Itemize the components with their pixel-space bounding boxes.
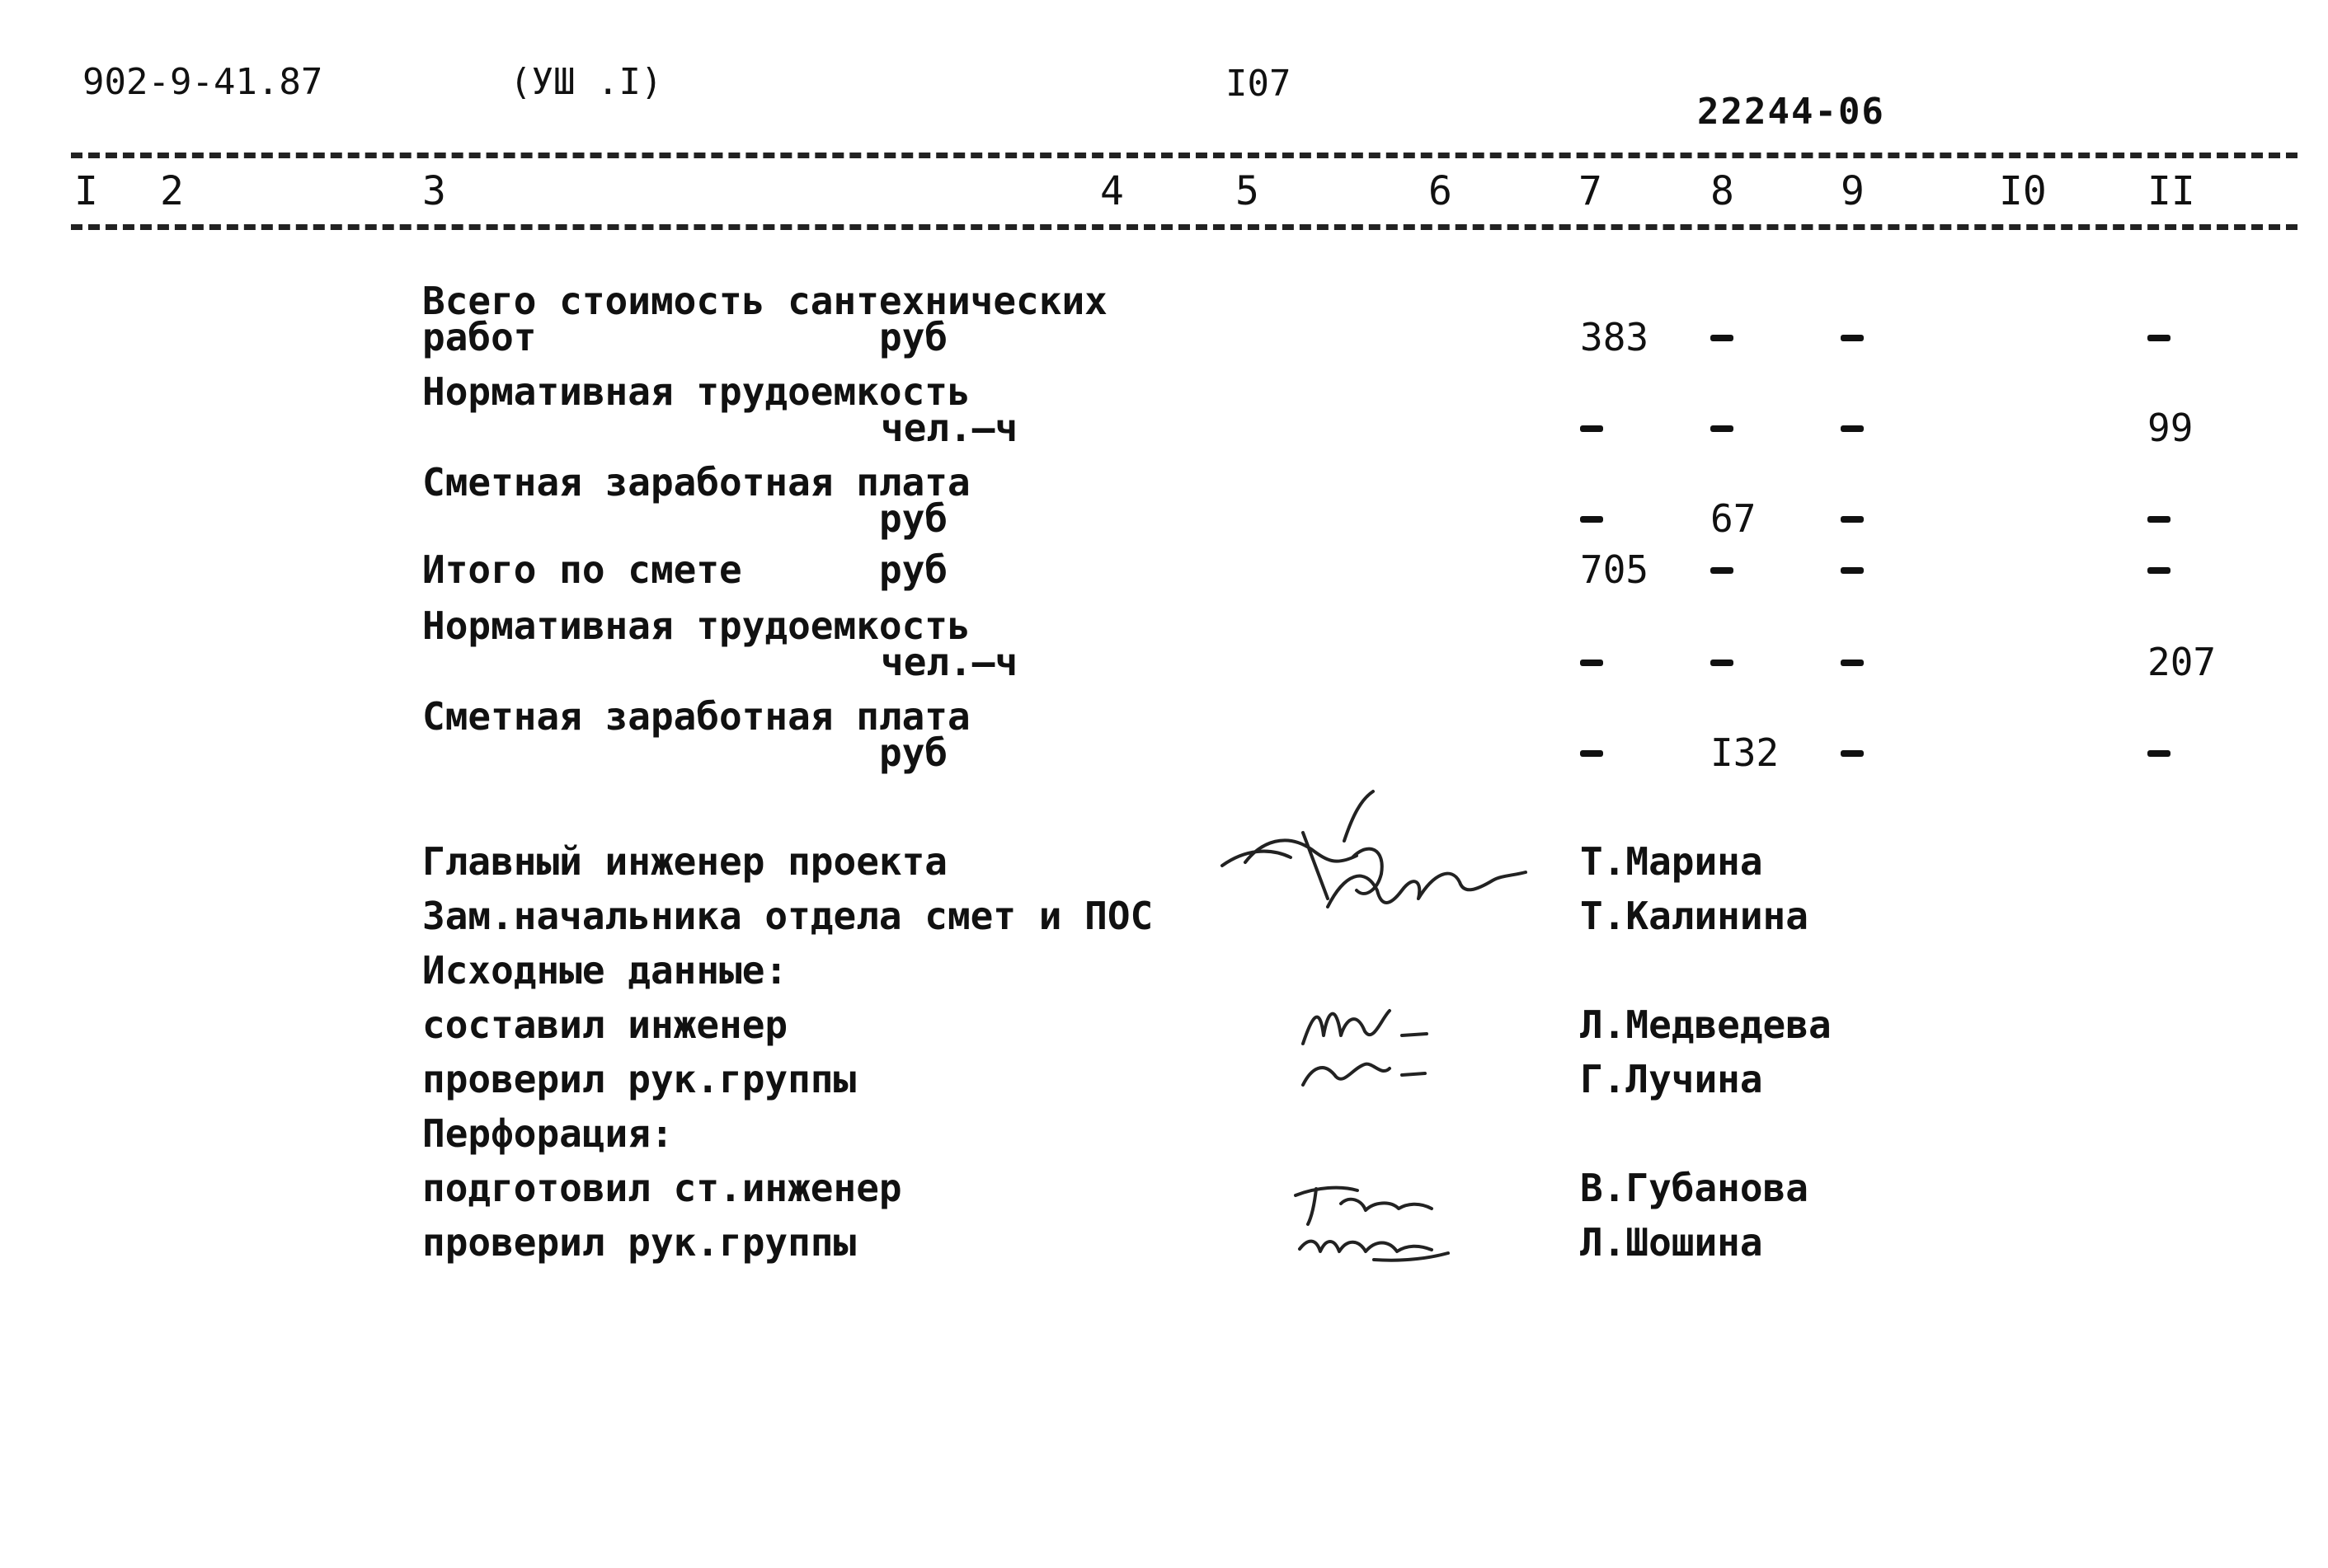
cell-col8-dash [1710,425,1733,432]
header-top-rule [71,153,2297,158]
col-header-6: 6 [1428,168,1452,214]
signatory-role: Зам.начальника отдела смет и ПОС [422,894,1154,938]
row-unit: руб [879,315,948,359]
signatory-name: Л.Медведева [1580,1002,1832,1047]
cell-col11-dash [2147,567,2170,574]
row-unit: руб [879,496,948,541]
row-unit: чел.–ч [881,640,1018,684]
row-label: Итого по смете [422,547,742,592]
cell-col9-dash [1841,425,1864,432]
col-header-11: II [2147,168,2195,214]
col-header-1: I [74,168,98,214]
row-unit: чел.–ч [881,406,1018,450]
cell-col8-dash [1710,335,1733,341]
cell-col11-dash [2147,750,2170,757]
row-label: Всего стоимость сантехнических [422,279,1108,323]
row-label: Нормативная трудоемкость [422,603,971,648]
signatory-name: Л.Шошина [1580,1220,1763,1265]
signatory-name: Г.Лучина [1580,1057,1763,1101]
signatory-role: проверил рук.группы [422,1057,857,1101]
row-label-cont: работ [422,315,537,359]
cell-col8: I32 [1710,730,1780,775]
page-number: I07 [1225,63,1291,105]
cell-col7-dash [1580,425,1603,432]
col-header-2: 2 [160,168,184,214]
signatory-name: Т.Марина [1580,839,1763,884]
row-unit: руб [879,730,948,775]
cell-col9-dash [1841,750,1864,757]
signatory-role: подготовил ст.инженер [422,1166,902,1210]
row-unit: руб [879,547,948,592]
col-header-8: 8 [1710,168,1734,214]
cell-col7-dash [1580,750,1603,757]
header-bottom-rule [71,224,2297,230]
cell-col8-dash [1710,660,1733,666]
cell-col7: 705 [1580,547,1649,592]
section-label: Перфорация: [422,1111,674,1156]
col-header-10: I0 [1999,168,2047,214]
signatory-name: В.Губанова [1580,1166,1808,1210]
cell-col9-dash [1841,516,1864,523]
cell-col8: 67 [1710,496,1757,541]
cell-col11-dash [2147,335,2170,341]
signatory-name: Т.Калинина [1580,894,1808,938]
col-header-9: 9 [1841,168,1865,214]
cell-col11-dash [2147,516,2170,523]
section-number: (УШ .I) [510,61,663,103]
col-header-7: 7 [1578,168,1602,214]
cell-col9-dash [1841,660,1864,666]
signatory-role: Главный инженер проекта [422,839,948,884]
col-header-5: 5 [1235,168,1259,214]
cell-col7-dash [1580,516,1603,523]
handwritten-signature-gubanova-shoshina [1283,1171,1498,1278]
col-header-4: 4 [1100,168,1124,214]
handwritten-signature-medvedeva [1286,986,1468,1093]
signatory-role: составил инженер [422,1002,788,1047]
handwritten-signature-marina [1212,783,1559,948]
cell-col11: 99 [2147,406,2194,450]
cell-col11: 207 [2147,640,2217,684]
row-label: Сметная заработная плата [422,460,971,505]
row-label: Сметная заработная плата [422,694,971,739]
cell-col7-dash [1580,660,1603,666]
cell-col7: 383 [1580,315,1649,359]
cell-col8-dash [1710,567,1733,574]
row-label: Нормативная трудоемкость [422,369,971,414]
signatory-role: проверил рук.группы [422,1220,857,1265]
cell-col9-dash [1841,567,1864,574]
document-code: 902-9-41.87 [82,61,323,103]
col-header-3: 3 [422,168,446,214]
inventory-stamp: 22244-06 [1697,91,1885,133]
section-label: Исходные данные: [422,948,788,993]
cell-col9-dash [1841,335,1864,341]
